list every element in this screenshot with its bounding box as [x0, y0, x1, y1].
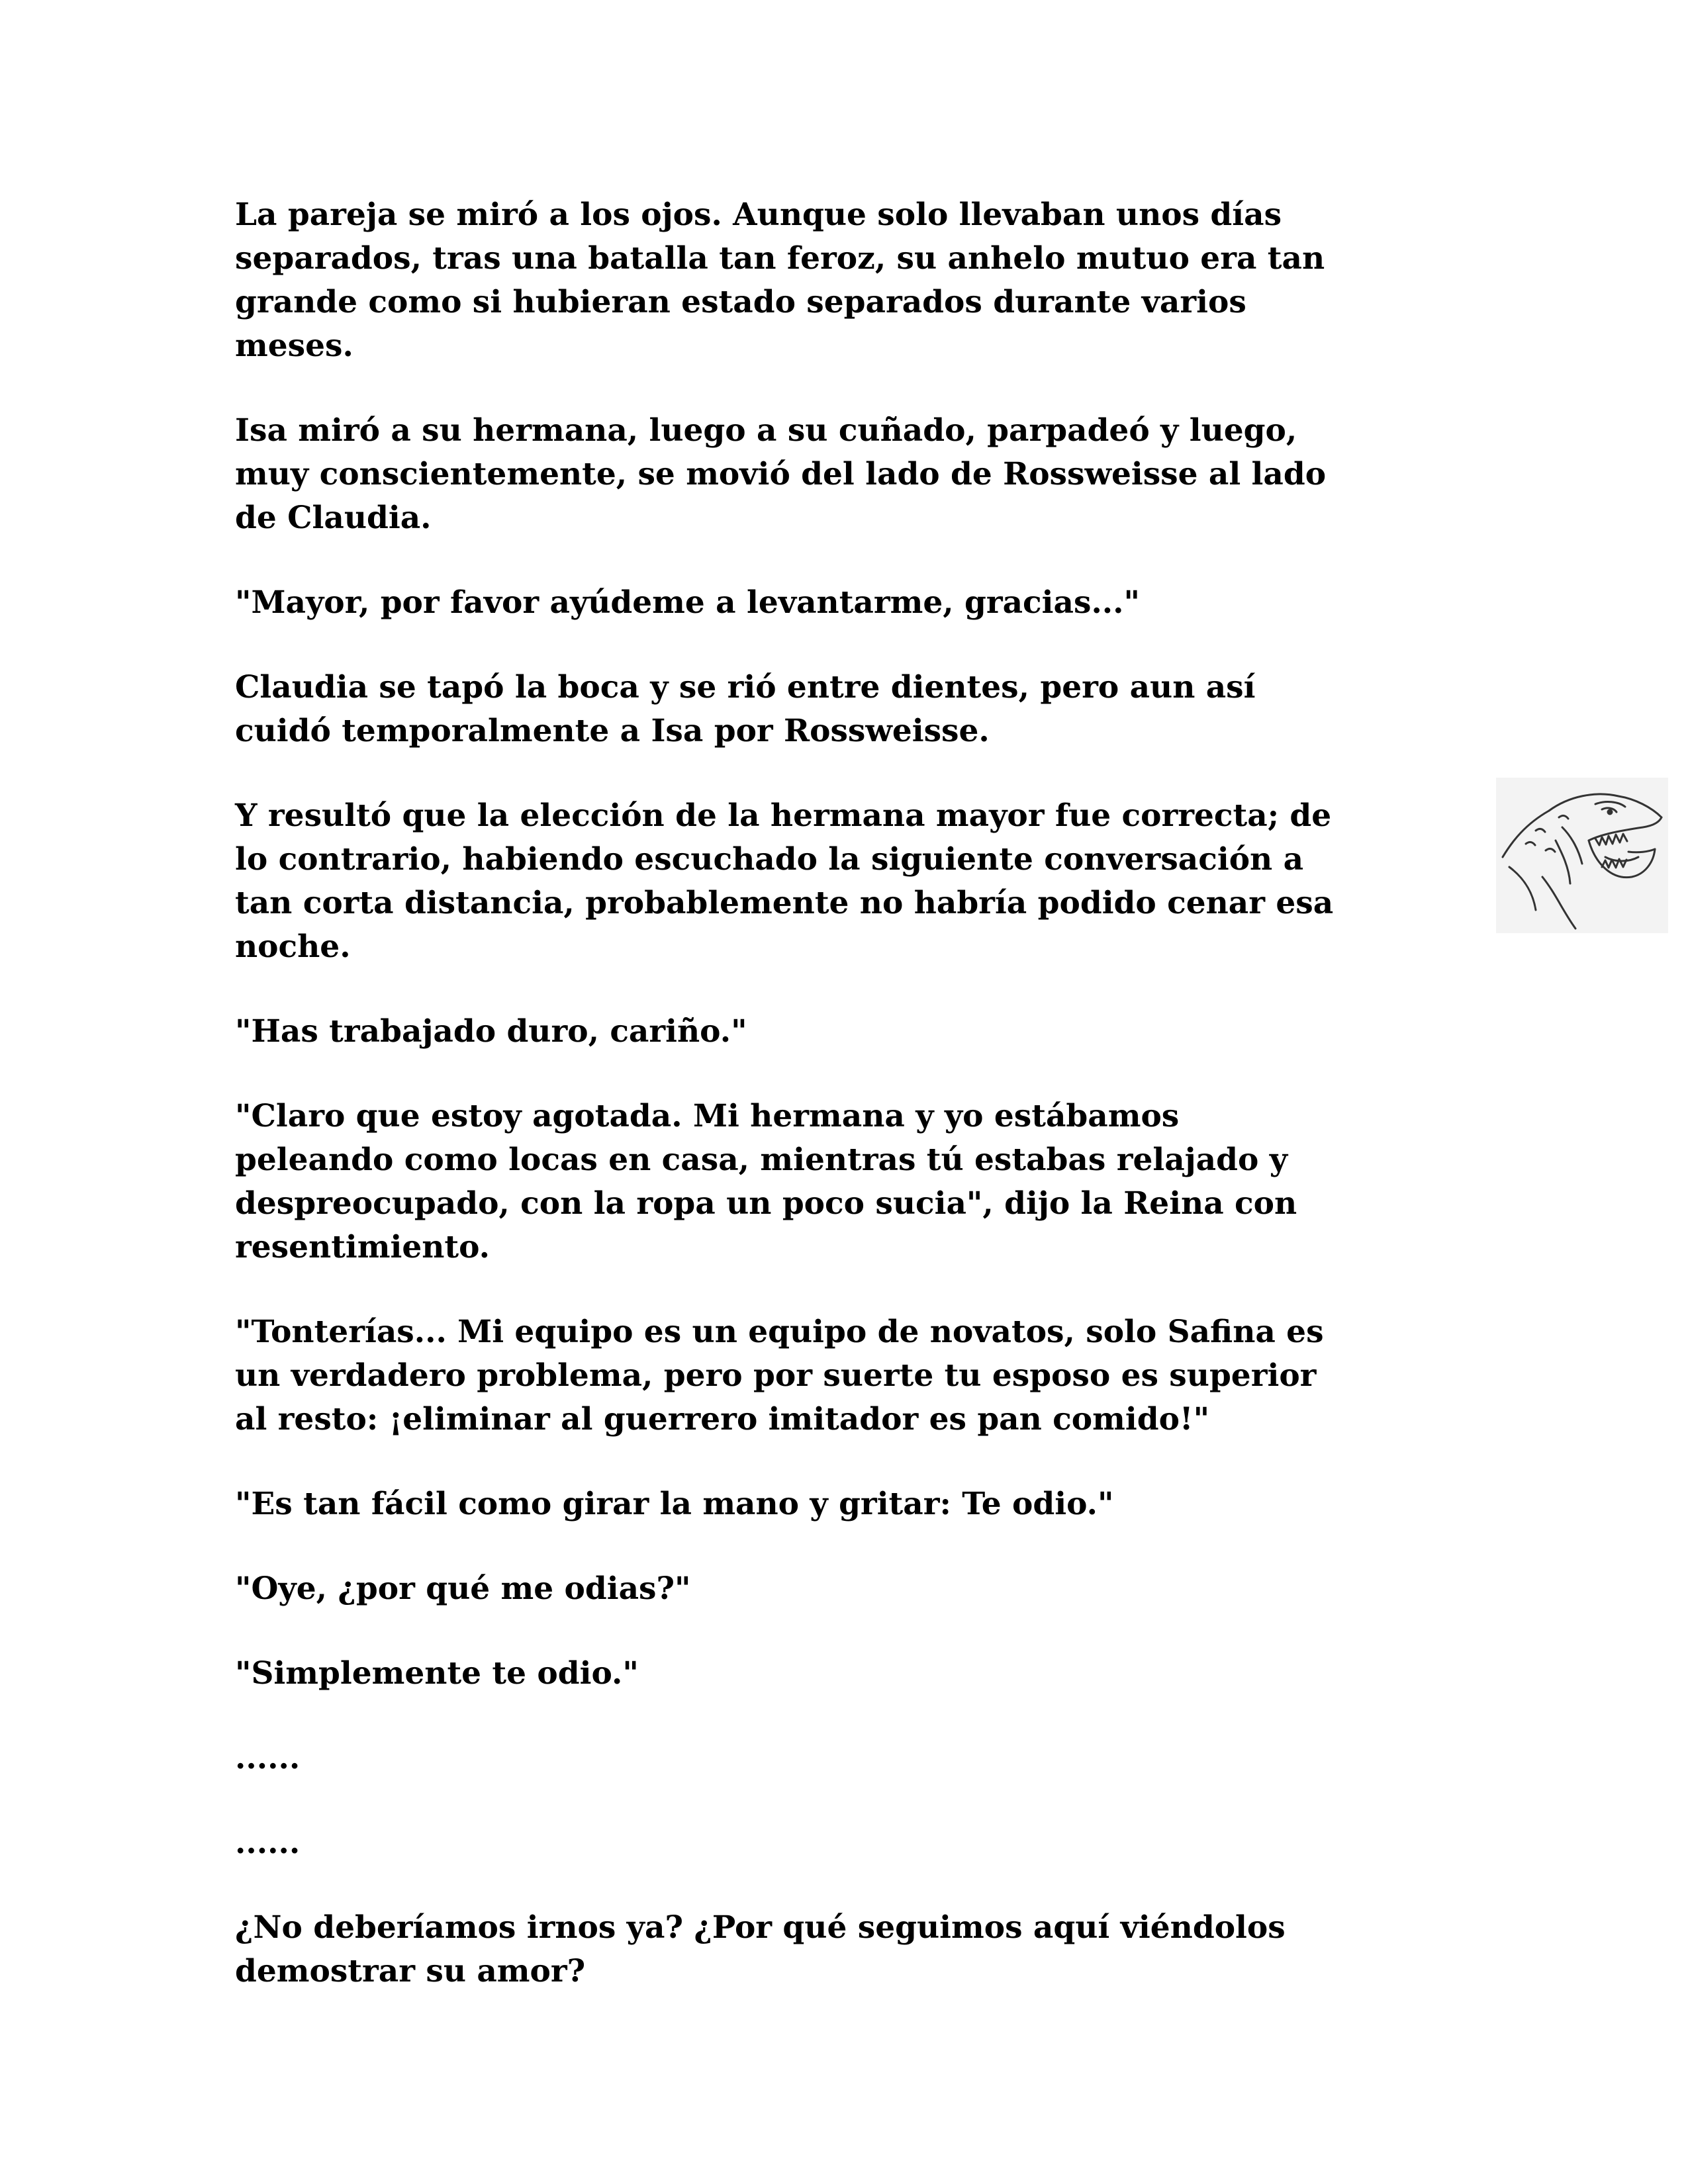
paragraph-10: "Oye, ¿por qué me odias?": [235, 1570, 691, 1607]
paragraph-6: "Has trabajado duro, cariño.": [235, 1013, 747, 1050]
paragraph-2: Isa miró a su hermana, luego a su cuñado, parpadeó y luego, muy conscientemente, se movió del lado de Rossweisse al lado de Claudia.: [235, 412, 1327, 536]
paragraph-12: ......: [235, 1740, 301, 1776]
paragraph-4: Claudia se tapó la boca y se rió entre dientes, pero aun así cuidó temporalmente a Isa por Rossweisse.: [235, 669, 1256, 749]
paragraph-8: "Tonterías... Mi equipo es un equipo de novatos, solo Safina es un verdadero problema, pero por suerte tu esposo es superior al resto: ¡eliminar al guerrero imitador es pan comido!": [235, 1314, 1324, 1437]
paragraph-5: Y resultó que la elección de la hermana mayor fue correcta; de lo contrario, habiendo escuchado la siguiente conversación a tan corta distancia, probablemente no habría podido cenar esa noche.: [235, 797, 1334, 965]
paragraph-11: "Simplemente te odio.": [235, 1655, 639, 1692]
dinosaur-sketch-icon: [1496, 778, 1668, 933]
paragraph-3: "Mayor, por favor ayúdeme a levantarme, gracias...": [235, 584, 1141, 621]
paragraph-14: ¿No deberíamos irnos ya? ¿Por qué seguimos aquí viéndolos demostrar su amor?: [235, 1909, 1286, 1989]
paragraph-1: La pareja se miró a los ojos. Aunque solo llevaban unos días separados, tras una batalla tan feroz, su anhelo mutuo era tan grande como si hubieran estado separados durante varios meses.: [235, 197, 1325, 364]
paragraph-13: ......: [235, 1825, 301, 1861]
paragraph-7: "Claro que estoy agotada. Mi hermana y yo estábamos peleando como locas en casa, mientras tú estabas relajado y despreocupado, con la ropa un poco sucia", dijo la Reina con resentimiento.: [235, 1098, 1297, 1265]
paragraph-9: "Es tan fácil como girar la mano y gritar: Te odio.": [235, 1486, 1114, 1522]
text-column: [235, 193, 1460, 2034]
